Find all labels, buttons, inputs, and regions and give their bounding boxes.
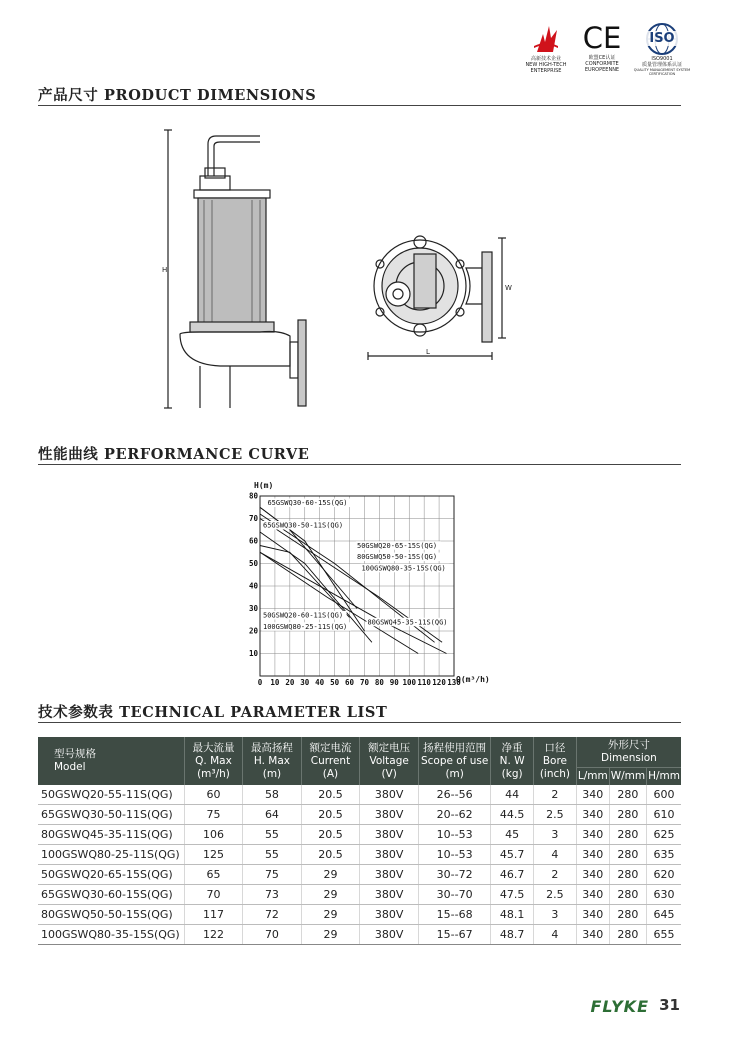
table-cell: 20.5 (301, 845, 360, 865)
table-cell: 625 (647, 825, 681, 845)
cert-ce (576, 22, 628, 73)
table-cell: 340 (576, 825, 609, 845)
table-row (38, 845, 681, 865)
table-cell: 3 (533, 825, 576, 845)
y-tick-label: 30 (248, 604, 258, 613)
curve-label: 100GSWQ80-25-11S(QG) (262, 622, 348, 631)
table-cell: 280 (609, 905, 646, 925)
table-cell: 30--70 (419, 885, 491, 905)
table-row (38, 905, 681, 925)
model-cell: 80GSWQ50-50-15S(QG) (38, 905, 184, 925)
page-number: 31 (659, 996, 680, 1014)
table-cell: 340 (576, 885, 609, 905)
pump-side-view-drawing (160, 124, 320, 414)
table-cell: 280 (609, 825, 646, 845)
x-tick-label: 110 (417, 678, 431, 687)
x-tick-label: 90 (389, 678, 399, 687)
header-qmax: 最大流量 Q. Max (m³/h) (184, 737, 243, 785)
table-cell: 4 (533, 925, 576, 945)
table-cell: 75 (184, 805, 243, 825)
table-cell: 46.7 (491, 865, 534, 885)
header-nw: 净重 N. W (kg) (491, 737, 534, 785)
table-cell: 20.5 (301, 785, 360, 805)
table-cell: 4 (533, 845, 576, 865)
x-tick-label: 20 (285, 678, 295, 687)
x-tick-label: 120 (432, 678, 446, 687)
cert-caption-line3: ENTERPRISE (530, 68, 562, 74)
header-bore: 口径 Bore (inch) (533, 737, 576, 785)
table-cell: 280 (609, 845, 646, 865)
x-tick-label: 100 (402, 678, 417, 687)
header-scope: 扬程使用范围 Scope of use (m) (419, 737, 491, 785)
x-tick-label: 80 (374, 678, 384, 687)
table-cell: 45.7 (491, 845, 534, 865)
header-voltage: 额定电压 Voltage (V) (360, 737, 419, 785)
curve-label: 65GSWQ30-50-11S(QG) (262, 521, 344, 530)
table-cell: 15--68 (419, 905, 491, 925)
y-tick-label: 10 (248, 649, 258, 658)
section-rule (38, 105, 681, 106)
iso-globe-icon (645, 22, 679, 56)
model-cell: 80GSWQ45-35-11S(QG) (38, 825, 184, 845)
table-row (38, 805, 681, 825)
table-cell: 2 (533, 785, 576, 805)
table-cell: 29 (301, 925, 360, 945)
table-cell: 15--67 (419, 925, 491, 945)
table-cell: 48.1 (491, 905, 534, 925)
performance-curve-chart (240, 480, 500, 690)
section-title-dimensions: 产品尺寸 PRODUCT DIMENSIONS (38, 87, 317, 104)
x-tick-label: 70 (359, 678, 369, 687)
cert-iso (632, 22, 692, 76)
chart-x-axis-label: Q(m³/h) (456, 675, 490, 684)
table-cell: 58 (243, 785, 301, 805)
table-cell: 48.7 (491, 925, 534, 945)
header-dim-l: L/mm (576, 768, 609, 786)
table-cell: 72 (243, 905, 301, 925)
header-hmax: 最高扬程 H. Max (m) (243, 737, 301, 785)
table-cell: 73 (243, 885, 301, 905)
y-tick-label: 40 (248, 581, 258, 591)
table-cell: 10--53 (419, 845, 491, 865)
x-tick-label: 0 (257, 678, 263, 687)
table-cell: 340 (576, 785, 609, 805)
cert-caption-line2: CONFORMITE (585, 61, 619, 67)
model-cell: 100GSWQ80-35-15S(QG) (38, 925, 184, 945)
cert-high-tech (520, 22, 572, 74)
curve-label: 65GSWQ30-60-15S(QG) (267, 499, 348, 507)
table-row (38, 885, 681, 905)
table-cell: 600 (647, 785, 681, 805)
cert-caption-line1: 高新技术企业 (530, 56, 561, 62)
table-cell: 380V (360, 845, 419, 865)
table-cell: 29 (301, 885, 360, 905)
table-cell: 380V (360, 785, 419, 805)
table-cell: 122 (184, 925, 243, 945)
chart-y-axis-label: H(m) (254, 481, 274, 490)
table-cell: 280 (609, 785, 646, 805)
table-cell: 340 (576, 925, 609, 945)
section-rule (38, 722, 681, 723)
header-dim-w: W/mm (609, 768, 646, 786)
header-dim-h: H/mm (647, 768, 681, 786)
table-cell: 380V (360, 805, 419, 825)
y-tick-label: 20 (248, 626, 258, 636)
dim-label-h: H (162, 266, 168, 274)
table-cell: 70 (243, 925, 301, 945)
table-cell: 47.5 (491, 885, 534, 905)
table-cell: 125 (184, 845, 243, 865)
table-cell: 44.5 (491, 805, 534, 825)
table-cell: 65 (184, 865, 243, 885)
flame-emblem-icon (531, 22, 561, 54)
cert-caption-line3: EUROPEENNE (584, 67, 620, 73)
table-cell: 635 (647, 845, 681, 865)
table-cell: 30--72 (419, 865, 491, 885)
cert-caption-line1: 欧盟CE认证 (588, 55, 616, 61)
header-current: 额定电流 Current (A) (301, 737, 360, 785)
iso-mark: ISO (645, 31, 679, 46)
model-cell: 50GSWQ20-55-11S(QG) (38, 785, 184, 805)
table-cell: 3 (533, 905, 576, 925)
table-cell: 64 (243, 805, 301, 825)
table-cell: 610 (647, 805, 681, 825)
table-cell: 280 (609, 885, 646, 905)
y-tick-label: 50 (248, 559, 258, 568)
table-cell: 44 (491, 785, 534, 805)
model-cell: 65GSWQ30-60-15S(QG) (38, 885, 184, 905)
y-tick-label: 70 (248, 514, 258, 523)
model-cell: 65GSWQ30-50-11S(QG) (38, 805, 184, 825)
model-cell: 50GSWQ20-65-15S(QG) (38, 865, 184, 885)
table-cell: 380V (360, 885, 419, 905)
x-tick-label: 60 (345, 678, 355, 687)
table-cell: 106 (184, 825, 243, 845)
table-cell: 2 (533, 865, 576, 885)
model-cell: 100GSWQ80-25-11S(QG) (38, 845, 184, 865)
table-cell: 380V (360, 865, 419, 885)
x-tick-label: 10 (270, 678, 280, 687)
table-cell: 60 (184, 785, 243, 805)
ce-mark: CE (582, 21, 622, 55)
section-rule (38, 464, 681, 465)
header-dimension: 外形尺寸 Dimension (576, 737, 681, 768)
dim-label-w: W (505, 284, 512, 292)
table-cell: 655 (647, 925, 681, 945)
table-cell: 340 (576, 845, 609, 865)
header-model: 型号规格 Model (38, 737, 184, 785)
table-cell: 645 (647, 905, 681, 925)
footer-brand-logo: FLYKE (590, 997, 649, 1016)
table-cell: 117 (184, 905, 243, 925)
table-cell: 630 (647, 885, 681, 905)
table-cell: 29 (301, 905, 360, 925)
table-cell: 340 (576, 805, 609, 825)
curve-label: 50GSWQ20-60-11S(QG) (262, 611, 344, 620)
technical-parameter-table (38, 737, 681, 945)
table-cell: 20.5 (301, 805, 360, 825)
table-row (38, 925, 681, 945)
table-cell: 55 (243, 825, 301, 845)
pump-top-view-drawing (362, 228, 522, 368)
y-tick-label: 80 (248, 491, 258, 501)
y-tick-label: 60 (248, 536, 258, 546)
table-row (38, 825, 681, 845)
table-cell: 280 (609, 865, 646, 885)
table-row (38, 785, 681, 805)
table-cell: 10--53 (419, 825, 491, 845)
curve-label: 80GSWQ50-50-15S(QG) (357, 553, 438, 561)
curve-label: 50GSWQ20-65-15S(QG) (357, 541, 438, 550)
table-cell: 20.5 (301, 825, 360, 845)
x-tick-label: 130 (447, 678, 461, 687)
section-title-params: 技术参数表 TECHNICAL PARAMETER LIST (38, 704, 388, 721)
cert-caption-line2: NEW HIGH-TECH (525, 62, 567, 68)
table-row (38, 865, 681, 885)
table-cell: 20--62 (419, 805, 491, 825)
x-tick-label: 40 (315, 678, 325, 687)
table-cell: 340 (576, 905, 609, 925)
dim-label-l: L (426, 348, 430, 356)
table-cell: 620 (647, 865, 681, 885)
table-cell: 380V (360, 825, 419, 845)
section-title-curve: 性能曲线 PERFORMANCE CURVE (38, 446, 310, 463)
table-cell: 45 (491, 825, 534, 845)
curve-label: 80GSWQ45-35-11S(QG) (367, 618, 448, 627)
table-cell: 29 (301, 865, 360, 885)
x-tick-label: 30 (300, 678, 310, 687)
x-tick-label: 50 (330, 678, 340, 687)
table-cell: 380V (360, 905, 419, 925)
table-cell: 55 (243, 845, 301, 865)
table-cell: 280 (609, 925, 646, 945)
table-cell: 2.5 (533, 885, 576, 905)
table-cell: 380V (360, 925, 419, 945)
table-cell: 2.5 (533, 805, 576, 825)
table-cell: 75 (243, 865, 301, 885)
cert-caption-line1: ISO9001 (651, 56, 673, 62)
table-cell: 26--56 (419, 785, 491, 805)
table-cell: 280 (609, 805, 646, 825)
table-cell: 340 (576, 865, 609, 885)
cert-caption-line2: 质量管理体系认证 (641, 62, 682, 68)
curve-label: 100GSWQ80-35-15S(QG) (361, 564, 446, 573)
table-cell: 70 (184, 885, 243, 905)
cert-caption-line3: QUALITY MANAGEMENT SYSTEM CERTIFICATION (633, 68, 691, 76)
